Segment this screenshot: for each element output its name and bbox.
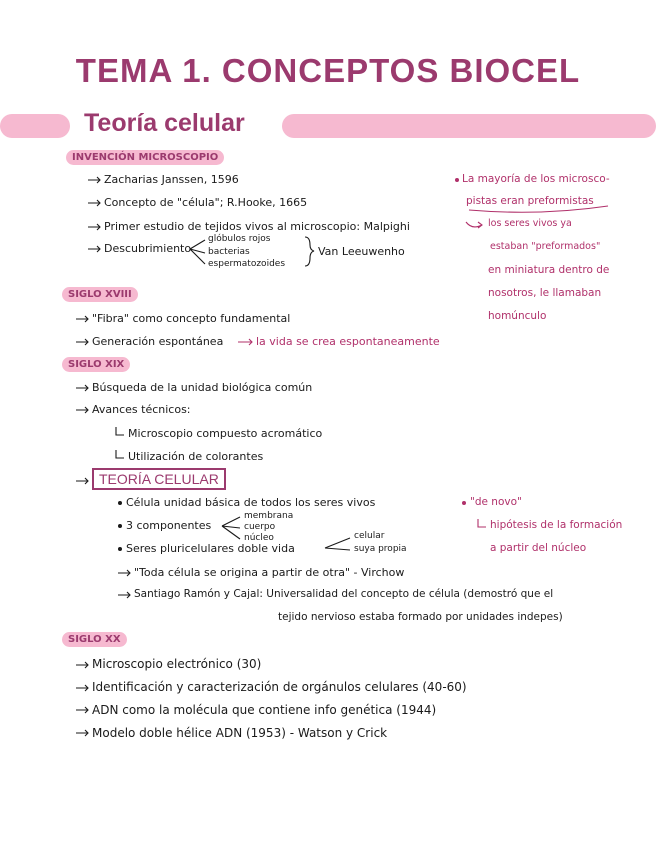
- chip-siglo-xx-label: SIGLO XX: [68, 634, 121, 645]
- section-subtitle: Teoría celular: [76, 109, 253, 138]
- chip-invencion: [66, 150, 224, 165]
- chip-invencion-label: INVENCIÓN MICROSCOPIO: [72, 152, 219, 163]
- teoria-unidad: Célula unidad básica de todos los seres vivos: [126, 496, 376, 509]
- teoria-cajal-1: Santiago Ramón y Cajal: Universalidad del concepto de célula (demostró que el: [134, 588, 554, 600]
- vida-2: suya propia: [354, 544, 407, 554]
- teoria-celular-box-label: TEORÍA CELULAR: [99, 471, 219, 487]
- xviii-item-1: "Fibra" como concepto fundamental: [92, 312, 291, 325]
- xx-item-1: Microscopio electrónico (30): [92, 657, 262, 671]
- teoria-pluri: Seres pluricelulares doble vida: [126, 542, 295, 555]
- side-note-1-line-6: nosotros, le llamaban: [488, 287, 602, 299]
- xviii-gen-note: la vida se crea espontaneamente: [256, 335, 440, 348]
- chip-siglo-xix-label: SIGLO XIX: [68, 359, 125, 370]
- chip-siglo-xviii-label: SIGLO XVIII: [68, 289, 132, 300]
- descubridor: Van Leeuwenho: [318, 245, 405, 258]
- chip-siglo-xix: [62, 357, 130, 372]
- teoria-celular-box: [92, 468, 226, 490]
- chip-siglo-xx: [62, 632, 127, 647]
- invencion-item-2: Concepto de "célula"; R.Hooke, 1665: [104, 196, 308, 209]
- side-note-2-line-1: "de novo": [470, 496, 522, 508]
- invencion-item-3: Primer estudio de tejidos vivos al microscopio: Malpighi: [104, 220, 410, 233]
- page-title: TEMA 1. CONCEPTOS BIOCEL: [75, 52, 581, 89]
- title-band-right: [282, 114, 656, 138]
- componente-2: cuerpo: [244, 522, 276, 532]
- xx-item-4: Modelo doble hélice ADN (1953) - Watson y Crick: [92, 726, 388, 740]
- side-note-1-line-7: homúnculo: [488, 310, 547, 322]
- title-band-left: [0, 114, 70, 138]
- componente-1: membrana: [244, 511, 294, 521]
- xix-item-2: Avances técnicos:: [92, 403, 191, 416]
- xx-item-2: Identificación y caracterización de orgánulos celulares (40-60): [92, 680, 467, 694]
- teoria-cajal-2: tejido nervioso estaba formado por unidades indepes): [278, 611, 563, 623]
- teoria-componentes: 3 componentes: [126, 519, 212, 532]
- invencion-item-4: Descubrimiento: [104, 242, 192, 255]
- descubrimiento-1: glóbulos rojos: [208, 234, 271, 244]
- xx-item-3: ADN como la molécula que contiene info genética (1944): [92, 703, 437, 717]
- teoria-virchow: "Toda célula se origina a partir de otra" - Virchow: [134, 566, 405, 579]
- side-note-1-line-3: los seres vivos ya: [488, 218, 572, 229]
- side-note-1-line-2: pistas eran preformistas: [466, 195, 594, 207]
- side-note-1-line-1: La mayoría de los microsco-: [462, 173, 610, 185]
- invencion-item-1: Zacharias Janssen, 1596: [104, 173, 239, 186]
- side-note-2-line-3: a partir del núcleo: [490, 542, 587, 554]
- avance-1: Microscopio compuesto acromático: [128, 427, 323, 440]
- side-note-1-line-4: estaban "preformados": [490, 241, 601, 252]
- componente-3: núcleo: [244, 533, 274, 543]
- descubrimiento-2: bacterias: [208, 247, 250, 257]
- chip-siglo-xviii: [62, 287, 138, 302]
- side-note-1-line-5: en miniatura dentro de: [488, 264, 610, 276]
- avance-2: Utilización de colorantes: [128, 450, 264, 463]
- xviii-item-2: Generación espontánea: [92, 335, 224, 348]
- descubrimiento-3: espermatozoides: [208, 259, 286, 269]
- side-note-2-line-2: hipótesis de la formación: [490, 519, 623, 531]
- xix-item-1: Búsqueda de la unidad biológica común: [92, 381, 313, 394]
- vida-1: celular: [354, 531, 385, 541]
